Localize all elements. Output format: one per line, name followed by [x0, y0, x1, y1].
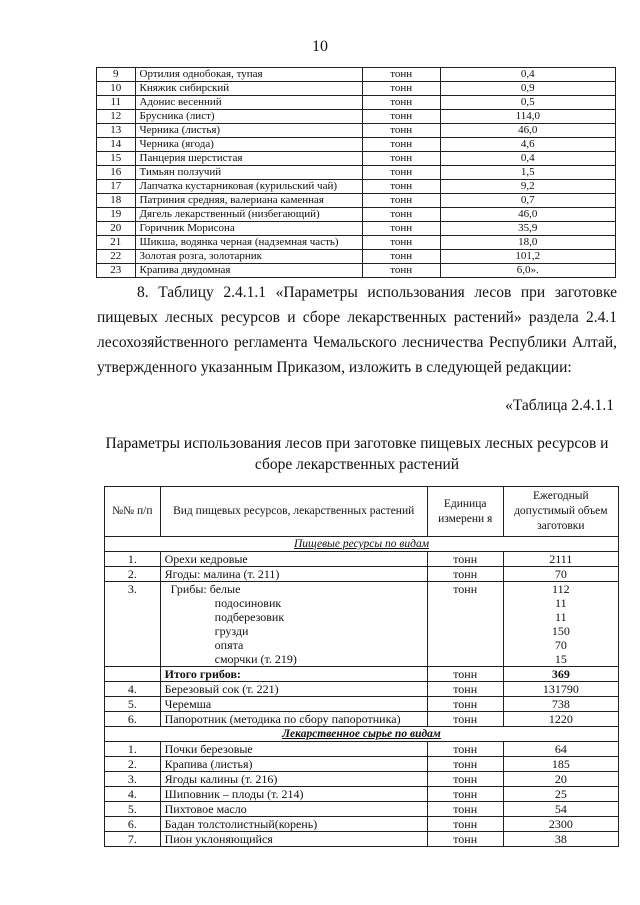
- volume: 20: [503, 772, 618, 787]
- row-number: 11: [97, 96, 136, 110]
- unit: тонн: [427, 757, 503, 772]
- table-row: [105, 742, 619, 757]
- row-number: 9: [97, 68, 136, 82]
- table-row: [105, 552, 619, 567]
- species-name: Горичник Морисона: [135, 222, 362, 236]
- volume: 0,5: [440, 96, 615, 110]
- row-number: 20: [97, 222, 136, 236]
- amendment-paragraph: [97, 280, 617, 380]
- unit: тонн: [427, 802, 503, 817]
- table-row: [97, 138, 616, 152]
- table-row: [105, 697, 619, 712]
- mushroom-item: сморчки (т. 219): [214, 652, 297, 666]
- unit: тонн: [362, 180, 440, 194]
- mushroom-names: [160, 582, 427, 667]
- unit: тонн: [362, 68, 440, 82]
- table-row: [97, 194, 616, 208]
- species-name: Лапчатка кустарниковая (курильский чай): [135, 180, 362, 194]
- volume: 6,0».: [440, 264, 615, 278]
- unit: тонн: [427, 697, 503, 712]
- unit: тонн: [427, 832, 503, 847]
- row-number: 19: [97, 208, 136, 222]
- resource-name: Итого грибов:: [160, 667, 427, 682]
- volume: 9,2: [440, 180, 615, 194]
- resource-name: Крапива (листья): [160, 757, 427, 772]
- mushroom-item: подберезовик: [214, 610, 285, 624]
- volume: 1220: [503, 712, 618, 727]
- volume: 0,9: [440, 82, 615, 96]
- volume: 2300: [503, 817, 618, 832]
- row-number: 1.: [105, 742, 161, 757]
- row-number: 12: [97, 110, 136, 124]
- resource-name: Папоротник (методика по сбору папоротника): [160, 712, 427, 727]
- volume: 46,0: [440, 208, 615, 222]
- table-row: [97, 68, 616, 82]
- species-name: Тимьян ползучий: [135, 166, 362, 180]
- table-reference: «Таблица 2.4.1.1: [505, 397, 614, 414]
- table-row: [97, 124, 616, 138]
- volume: 4,6: [440, 138, 615, 152]
- row-number: 2.: [105, 757, 161, 772]
- amendment-text: 8. Таблицу 2.4.1.1 «Параметры использования лесов при заготовке пищевых лесных ресурсов и сборе лекарственных растений» раздела 2.4.1 лесохозяйственного регламента Чемальского лесничества Республики Алтай, утвержденного указанным Приказом, изложить в следующей редакции:: [97, 284, 617, 376]
- unit: тонн: [427, 582, 503, 667]
- row-number: 4.: [105, 682, 161, 697]
- table-row: [97, 222, 616, 236]
- species-name: Ортилия однобокая, тупая: [135, 68, 362, 82]
- forest-use-parameters-table: [104, 486, 619, 847]
- volume: 114,0: [440, 110, 615, 124]
- unit: тонн: [427, 567, 503, 582]
- species-name: Черника (ягода): [135, 138, 362, 152]
- mushroom-volume: 112: [552, 582, 570, 596]
- unit: тонн: [362, 110, 440, 124]
- mushroom-item: грузди: [214, 624, 249, 638]
- volume: 738: [503, 697, 618, 712]
- row-number: 22: [97, 250, 136, 264]
- mushroom-item-volume: 11: [555, 596, 567, 610]
- species-name: Панцерия шерстистая: [135, 152, 362, 166]
- header-num: №№ п/п: [105, 487, 161, 537]
- volume: 0,4: [440, 152, 615, 166]
- section-food-resources: Пищевые ресурсы по видам: [105, 537, 619, 552]
- table-row: [97, 82, 616, 96]
- mushroom-item: подосиновик: [214, 596, 282, 610]
- table-row: [97, 208, 616, 222]
- volume: 25: [503, 787, 618, 802]
- species-name: Патриния средняя, валериана каменная: [135, 194, 362, 208]
- table-row: [97, 152, 616, 166]
- unit: тонн: [362, 250, 440, 264]
- table-row: [105, 787, 619, 802]
- row-number: 23: [97, 264, 136, 278]
- header-kind: Вид пищевых ресурсов, лекарственных растений: [160, 487, 427, 537]
- volume: 64: [503, 742, 618, 757]
- row-number: 10: [97, 82, 136, 96]
- unit: тонн: [427, 712, 503, 727]
- species-name: Брусника (лист): [135, 110, 362, 124]
- row-number: 14: [97, 138, 136, 152]
- unit: тонн: [362, 152, 440, 166]
- table-row: [97, 96, 616, 110]
- row-number: 3.: [105, 582, 161, 667]
- volume: 70: [503, 567, 618, 582]
- mushroom-item-volume: 15: [554, 652, 567, 666]
- resource-name: Почки березовые: [160, 742, 427, 757]
- resource-name: Ягоды калины (т. 216): [160, 772, 427, 787]
- unit: тонн: [427, 667, 503, 682]
- table-row: [97, 236, 616, 250]
- row-number: 13: [97, 124, 136, 138]
- unit: тонн: [362, 138, 440, 152]
- unit: тонн: [362, 166, 440, 180]
- table-row: [105, 712, 619, 727]
- row-number: 5.: [105, 697, 161, 712]
- unit: тонн: [427, 817, 503, 832]
- volume: 101,2: [440, 250, 615, 264]
- table-row: [105, 802, 619, 817]
- row-number: [105, 667, 161, 682]
- volume: 1,5: [440, 166, 615, 180]
- mushroom-label: Грибы: белые: [164, 582, 241, 596]
- unit: тонн: [362, 236, 440, 250]
- row-number: 4.: [105, 787, 161, 802]
- mushroom-item: опята: [214, 638, 244, 652]
- row-number: 3.: [105, 772, 161, 787]
- resource-name: Шиповник – плоды (т. 214): [160, 787, 427, 802]
- resource-name: Пион уклоняющийся: [160, 832, 427, 847]
- row-number: 1.: [105, 552, 161, 567]
- unit: тонн: [427, 682, 503, 697]
- unit: тонн: [427, 552, 503, 567]
- table-row: [105, 832, 619, 847]
- species-name: Дягель лекарственный (низбегающий): [135, 208, 362, 222]
- volume: 369: [503, 667, 618, 682]
- section-row: [105, 727, 619, 742]
- table-row: [105, 567, 619, 582]
- species-name: Золотая розга, золотарник: [135, 250, 362, 264]
- table-row: [105, 757, 619, 772]
- table-row: [97, 180, 616, 194]
- row-number: 5.: [105, 802, 161, 817]
- volume: 35,9: [440, 222, 615, 236]
- table-row: [105, 817, 619, 832]
- resource-name: Черемша: [160, 697, 427, 712]
- section-row: [105, 537, 619, 552]
- row-number: 15: [97, 152, 136, 166]
- row-number: 18: [97, 194, 136, 208]
- table-row: [97, 166, 616, 180]
- volume: 54: [503, 802, 618, 817]
- unit: тонн: [427, 742, 503, 757]
- mushroom-item-volume: 70: [554, 638, 567, 652]
- volume: 131790: [503, 682, 618, 697]
- row-number: 2.: [105, 567, 161, 582]
- row-number: 6.: [105, 712, 161, 727]
- species-name: Княжик сибирский: [135, 82, 362, 96]
- volume: 46,0: [440, 124, 615, 138]
- species-name: Крапива двудомная: [135, 264, 362, 278]
- row-number: 16: [97, 166, 136, 180]
- table-row-mushrooms: [105, 582, 619, 667]
- unit: тонн: [427, 772, 503, 787]
- table-row: [105, 682, 619, 697]
- volume: 38: [503, 832, 618, 847]
- volume: 0,4: [440, 68, 615, 82]
- table-row: [105, 667, 619, 682]
- header-unit: Единица измерени я: [427, 487, 503, 537]
- volume: 0,7: [440, 194, 615, 208]
- table-header-row: [105, 487, 619, 537]
- section-medicinal: Лекарственное сырье по видам: [105, 727, 619, 742]
- unit: тонн: [362, 222, 440, 236]
- species-name: Черника (листья): [135, 124, 362, 138]
- page-number: 10: [312, 38, 328, 55]
- unit: тонн: [362, 264, 440, 278]
- row-number: 7.: [105, 832, 161, 847]
- unit: тонн: [362, 208, 440, 222]
- species-name: Адонис весенний: [135, 96, 362, 110]
- unit: тонн: [362, 82, 440, 96]
- species-name: Шикша, водянка черная (надземная часть): [135, 236, 362, 250]
- unit: тонн: [362, 96, 440, 110]
- volume: 2111: [503, 552, 618, 567]
- resource-name: Ягоды: малина (т. 211): [160, 567, 427, 582]
- resource-name: Березовый сок (т. 221): [160, 682, 427, 697]
- volume: 18,0: [440, 236, 615, 250]
- mushroom-item-volume: 150: [551, 624, 570, 638]
- species-table-continued: [96, 67, 616, 278]
- row-number: 21: [97, 236, 136, 250]
- unit: тонн: [362, 194, 440, 208]
- resource-name: Пихтовое масло: [160, 802, 427, 817]
- resource-name: Орехи кедровые: [160, 552, 427, 567]
- mushroom-volumes: [503, 582, 618, 667]
- unit: тонн: [427, 787, 503, 802]
- table-row: [105, 772, 619, 787]
- table-row: [97, 110, 616, 124]
- row-number: 17: [97, 180, 136, 194]
- resource-name: Бадан толстолистный(корень): [160, 817, 427, 832]
- row-number: 6.: [105, 817, 161, 832]
- table-row: [97, 264, 616, 278]
- volume: 185: [503, 757, 618, 772]
- table-row: [97, 250, 616, 264]
- mushroom-item-volume: 11: [555, 610, 567, 624]
- unit: тонн: [362, 124, 440, 138]
- header-volume: Ежегодный допустимый объем заготовки: [503, 487, 618, 537]
- table-title: Параметры использования лесов при заготовке пищевых лесных ресурсов и сборе лекарственных растений: [105, 435, 609, 473]
